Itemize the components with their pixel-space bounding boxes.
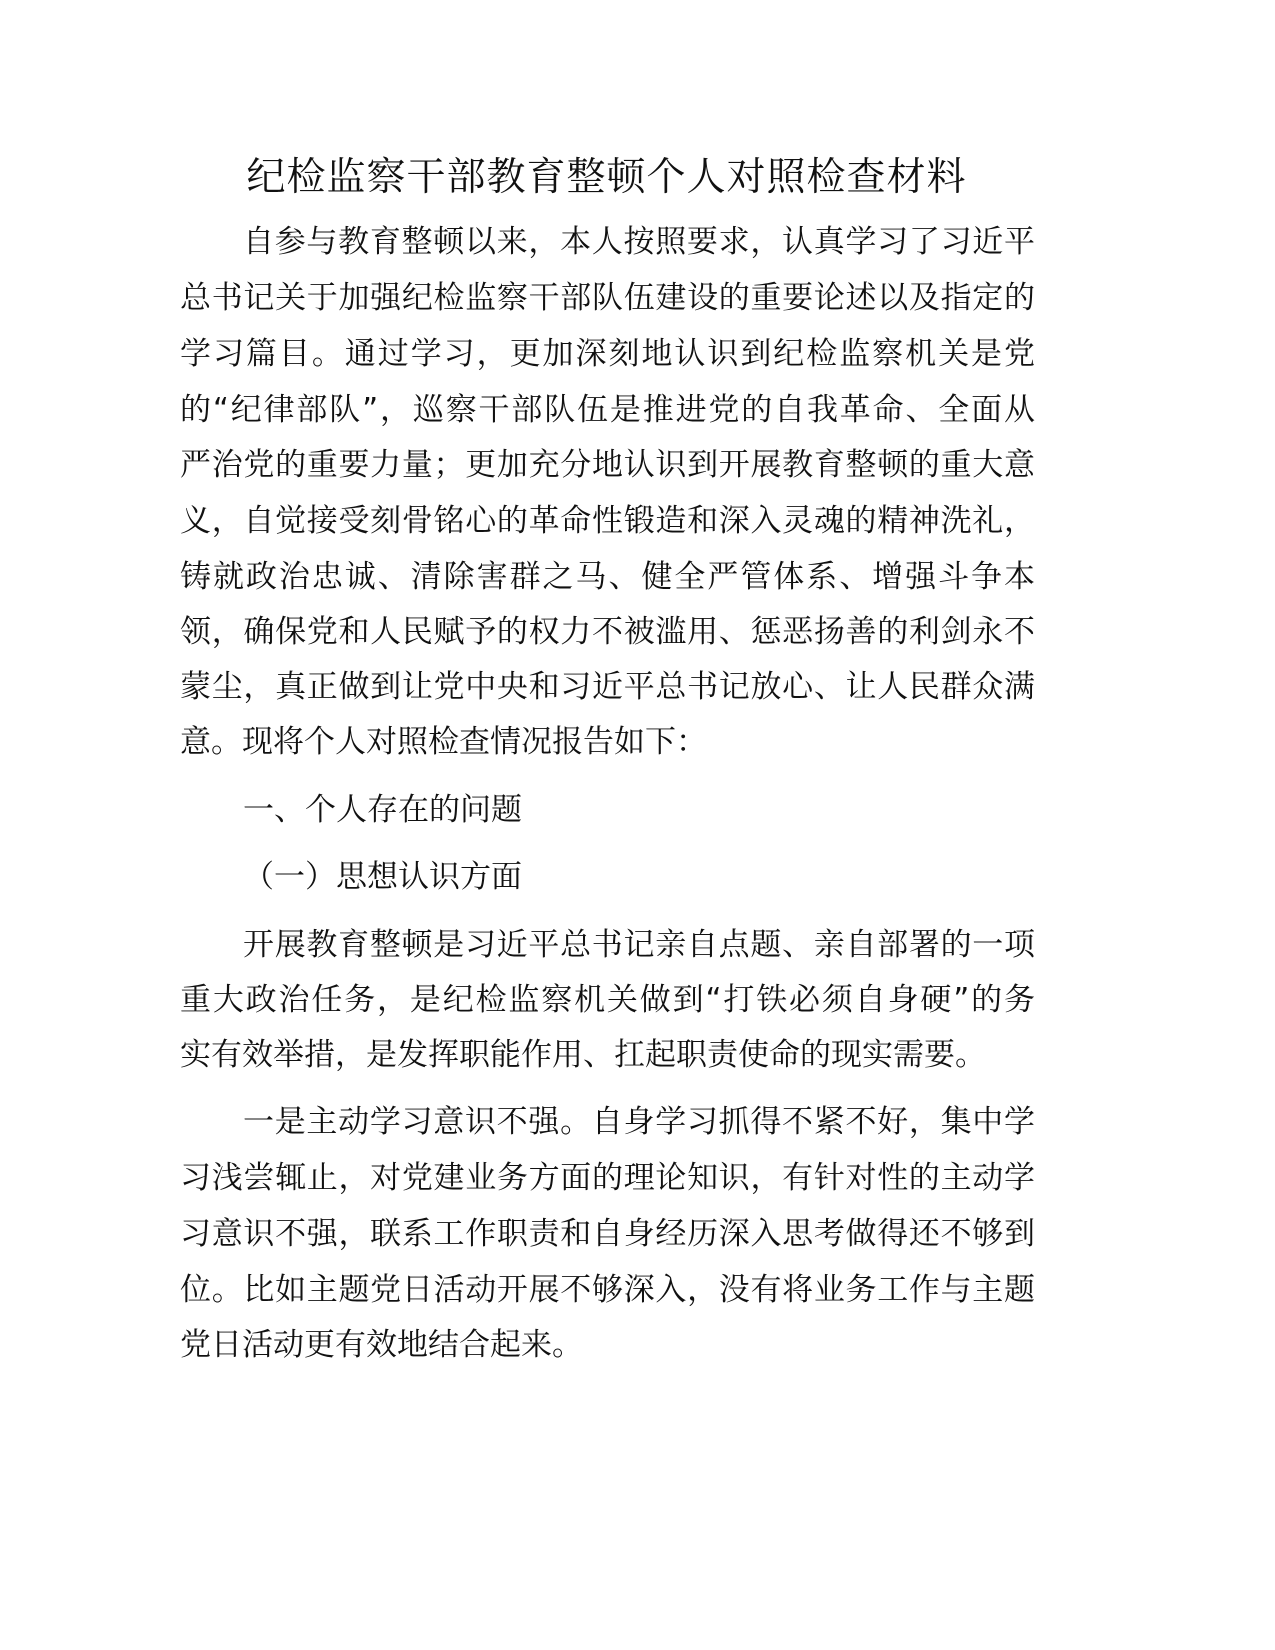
- paragraph-line: 蒙尘，真正做到让党中央和习近平总书记放心、让人民群众满: [180, 669, 1035, 705]
- paragraph-line: 一是主动学习意识不强。自身学习抓得不紧不好，集中学: [243, 1104, 1035, 1140]
- paragraph-line: 重大政治任务，是纪检监察机关做到“打铁必须自身硬”的务: [180, 982, 1035, 1018]
- paragraph-line: 铸就政治忠诚、清除害群之马、健全严管体系、增强斗争本: [180, 559, 1035, 595]
- section-heading: 一、个人存在的问题: [243, 792, 522, 828]
- paragraph-line: 总书记关于加强纪检监察干部队伍建设的重要论述以及指定的: [180, 280, 1035, 316]
- paragraph-line: 学习篇目。通过学习，更加深刻地认识到纪检监察机关是党: [180, 336, 1035, 372]
- paragraph-line: 党日活动更有效地结合起来。: [180, 1327, 583, 1363]
- paragraph-line: 习浅尝辄止，对党建业务方面的理论知识，有针对性的主动学: [180, 1160, 1035, 1196]
- paragraph-line: 的“纪律部队”，巡察干部队伍是推进党的自我革命、全面从: [180, 392, 1035, 428]
- paragraph-line: 意。现将个人对照检查情况报告如下：: [180, 724, 707, 760]
- paragraph-line: 自参与教育整顿以来，本人按照要求，认真学习了习近平: [243, 224, 1035, 260]
- paragraph-line: 开展教育整顿是习近平总书记亲自点题、亲自部署的一项: [243, 927, 1035, 963]
- paragraph-line: 义，自觉接受刻骨铭心的革命性锻造和深入灵魂的精神洗礼，: [180, 503, 1035, 539]
- section-heading: （一）思想认识方面: [243, 859, 522, 895]
- paragraph-line: 实有效举措，是发挥职能作用、扛起职责使命的现实需要。: [180, 1037, 986, 1073]
- paragraph-line: 习意识不强，联系工作职责和自身经历深入思考做得还不够到: [180, 1216, 1035, 1252]
- paragraph-line: 严治党的重要力量；更加充分地认识到开展教育整顿的重大意: [180, 447, 1035, 483]
- paragraph-line: 领，确保党和人民赋予的权力不被滥用、惩恶扬善的利剑永不: [180, 614, 1035, 650]
- document-title: 纪检监察干部教育整顿个人对照检查材料: [246, 155, 967, 200]
- paragraph-line: 位。比如主题党日活动开展不够深入，没有将业务工作与主题: [180, 1272, 1035, 1308]
